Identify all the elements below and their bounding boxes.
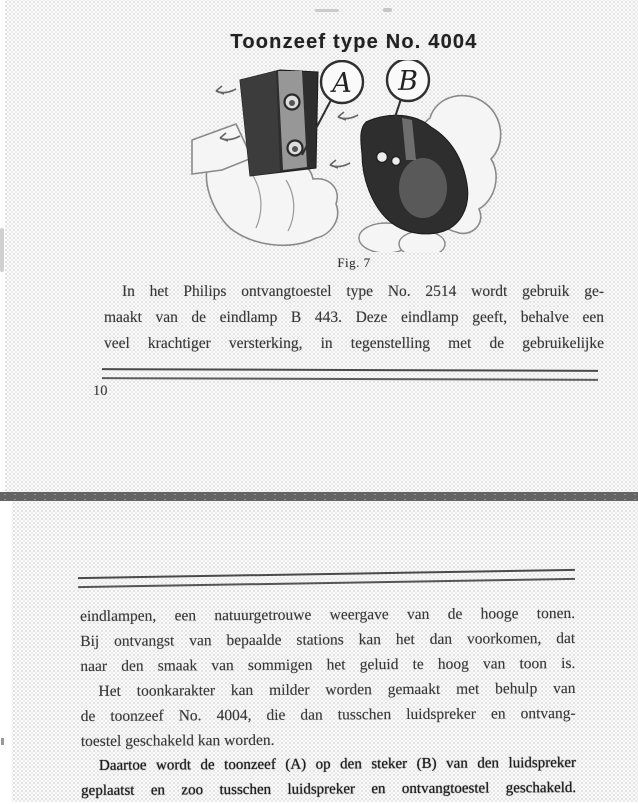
- text-line: naar den smaak van sommigen het geluid te hoog van toon is.: [80, 654, 576, 675]
- top-paragraph: [104, 279, 604, 356]
- figure-illustration: [190, 60, 512, 252]
- text-line: geplaatst en zoo tusschen luidspreker en ontvangtoestel geschakeld.: [81, 779, 577, 799]
- figure-caption: Fig. 7: [337, 255, 371, 270]
- page-number: 10: [93, 383, 108, 399]
- scan-speck: [1, 738, 4, 745]
- label-a-text: A: [332, 68, 352, 99]
- scan-margin-bottom-left: [0, 501, 12, 802]
- toonzeef-device-a: [240, 70, 318, 176]
- scan-smudge: [0, 228, 4, 272]
- text-line: Daartoe wordt de toonzeef (A) op den steker (B) van den luidspreker: [98, 754, 577, 774]
- label-b-text: B: [398, 66, 418, 97]
- text-line: maakt van de eindlamp B 443. Deze eindlamp geeft, behalve een: [104, 308, 604, 326]
- text-line: In het Philips ontvangtoestel type No. 2514 wordt gebruik ge-: [122, 283, 604, 300]
- page-title: Toonzeef type No. 4004: [230, 31, 478, 53]
- bottom-paragraph: [80, 601, 576, 804]
- text-line: Het toonkarakter kan milder worden gemaakt met behulp van: [98, 679, 576, 700]
- hands-holding-plugs-photo: [190, 60, 512, 252]
- double-rule-top: [102, 368, 598, 381]
- scan-speck: [383, 8, 392, 12]
- scan-divider-bar: [0, 492, 638, 501]
- text-line: de toonzeef No. 4004, die dan tusschen luidspreker en ontvang-: [80, 704, 576, 725]
- text-line: eindlampen, een natuurgetrouwe weergave van de hooge tonen.: [80, 604, 576, 625]
- text-line: Bij ontvangst van bepaalde stations kan het dan voorkomen, dat: [80, 629, 576, 650]
- text-line: veel krachtiger versterking, in tegenstelling met de gebruikelijke: [104, 334, 604, 352]
- text-line: toestel geschakeld kan worden.: [80, 731, 275, 750]
- scan-speck: [315, 9, 339, 12]
